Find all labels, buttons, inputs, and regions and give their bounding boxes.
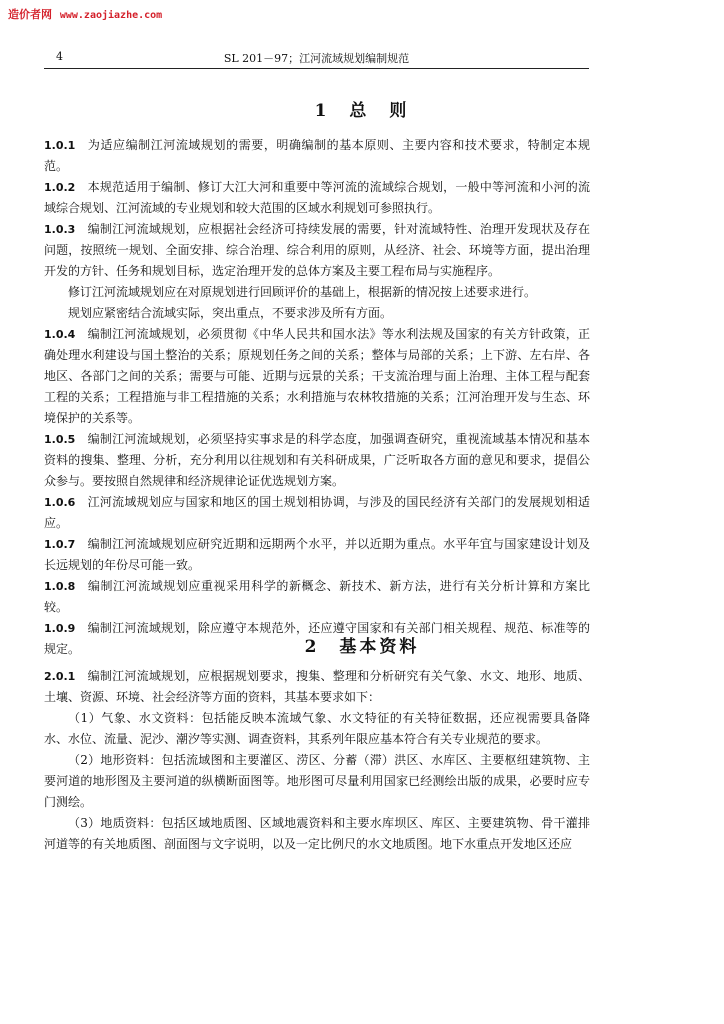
chapter-2-title: 2 基本资料 bbox=[304, 637, 420, 657]
chapter-1-title: 1 总 则 bbox=[314, 101, 410, 121]
clause-number: 1.0.6 bbox=[44, 496, 76, 509]
running-header bbox=[44, 50, 589, 69]
clause-text: 江河流域规划应与国家和地区的国土规划相协调，与涉及的国民经济有关部门的发展规划相适应。 bbox=[44, 495, 590, 530]
chapter-2-body bbox=[44, 666, 590, 855]
clause-number: 1.0.9 bbox=[44, 622, 76, 635]
clause-text: 编制江河流域规划，应根据规划要求，搜集、整理和分析研究有关气象、水文、地形、地质、土壤、资源、环境、社会经济等方面的资料，其基本要求如下： bbox=[44, 669, 590, 704]
paragraph-text: 修订江河流域规划应在对原规划进行回顾评价的基础上，根据新的情况按上述要求进行。 bbox=[68, 285, 537, 299]
clause-paragraph bbox=[44, 429, 590, 492]
page-number: 4 bbox=[56, 50, 63, 63]
clause-paragraph bbox=[44, 666, 590, 708]
clause-text: 编制江河流域规划应研究近期和远期两个水平，并以近期为重点。水平年宜与国家建设计划及长远规划的年份尽可能一致。 bbox=[44, 537, 590, 572]
clause-text: 编制江河流域规划，除应遵守本规范外，还应遵守国家和有关部门相关规程、规范、标准等的规定。 bbox=[44, 621, 590, 656]
clause-number: 2.0.1 bbox=[44, 670, 76, 683]
clause-text: 编制江河流域规划，必须贯彻《中华人民共和国水法》等水利法规及国家的有关方针政策，正确处理水利建设与国土整治的关系；原规划任务之间的关系；整体与局部的关系；上下游、左右岸、各地区、各部门之间的关系；需要与可能、近期与远景的关系；干支流治理与面上治理、主体工程与配套工程的关系；工程措施与非工程措施的关系；水利措施与农林牧措施的关系；江河治理开发与生态、环境保护的关系等。 bbox=[44, 327, 590, 425]
list-item-paragraph bbox=[44, 750, 590, 813]
body-paragraph bbox=[44, 303, 590, 324]
clause-paragraph bbox=[44, 534, 590, 576]
clause-paragraph bbox=[44, 492, 590, 534]
clause-number: 1.0.3 bbox=[44, 223, 76, 236]
clause-paragraph bbox=[44, 324, 590, 429]
body-paragraph bbox=[44, 282, 590, 303]
watermark-label: 造价者网 bbox=[8, 8, 52, 21]
clause-text: 编制江河流域规划，必须坚持实事求是的科学态度，加强调查研究，重视流域基本情况和基本资料的搜集、整理、分析，充分利用以往规划和有关科研成果，广泛听取各方面的意见和要求，提倡公众参与。要按照自然规律和经济规律论证优选规划方案。 bbox=[44, 432, 590, 488]
clause-text: 编制江河流域规划，应根据社会经济可持续发展的需要，针对流域特性、治理开发现状及存在问题，按照统一规划、全面安排、综合治理、综合利用的原则，从经济、社会、环境等方面，提出治理开发的方针、任务和规划目标，选定治理开发的总体方案及主要工程布局与实施程序。 bbox=[44, 222, 590, 278]
clause-number: 1.0.5 bbox=[44, 433, 76, 446]
clause-number: 1.0.2 bbox=[44, 181, 76, 194]
clause-number: 1.0.4 bbox=[44, 328, 76, 341]
clause-text: 编制江河流域规划应重视采用科学的新概念、新技术、新方法，进行有关分析计算和方案比较。 bbox=[44, 579, 590, 614]
watermark-url[interactable]: www.zaojiazhe.com bbox=[59, 10, 163, 21]
paragraph-text: （2）地形资料：包括流域图和主要灌区、涝区、分蓄（滞）洪区、水库区、主要枢纽建筑物、主要河道的地形图及主要河道的纵横断面图等。地形图可尽量利用国家已经测绘出版的成果，必要时应专门测绘。 bbox=[44, 753, 590, 809]
running-title: SL 201－97；江河流域规划编制规范 bbox=[223, 52, 410, 65]
list-item-paragraph bbox=[44, 708, 590, 750]
paragraph-text: （1）气象、水文资料：包括能反映本流域气象、水文特征的有关特征数据，还应视需要具备降水、水位、流量、泥沙、潮汐等实测、调查资料，其系列年限应基本符合有关专业规范的要求。 bbox=[44, 711, 590, 746]
clause-paragraph bbox=[44, 576, 590, 618]
clause-number: 1.0.8 bbox=[44, 580, 76, 593]
paragraph-text: （3）地质资料：包括区域地质图、区域地震资料和主要水库坝区、库区、主要建筑物、骨干灌排河道等的有关地质图、剖面图与文字说明，以及一定比例尺的水文地质图。地下水重点开发地区还应 bbox=[44, 816, 590, 851]
clause-number: 1.0.1 bbox=[44, 139, 76, 152]
clause-paragraph bbox=[44, 135, 590, 177]
clause-number: 1.0.7 bbox=[44, 538, 76, 551]
chapter-1-body bbox=[44, 135, 590, 660]
clause-paragraph bbox=[44, 219, 590, 282]
clause-paragraph bbox=[44, 177, 590, 219]
paragraph-text: 规划应紧密结合流域实际，突出重点，不要求涉及所有方面。 bbox=[68, 306, 393, 320]
clause-text: 为适应编制江河流域规划的需要，明确编制的基本原则、主要内容和技术要求，特制定本规范。 bbox=[44, 138, 590, 173]
watermark bbox=[8, 6, 162, 22]
clause-text: 本规范适用于编制、修订大江大河和重要中等河流的流域综合规划，一般中等河流和小河的流域综合规划、江河流域的专业规划和较大范围的区域水利规划可参照执行。 bbox=[44, 180, 590, 215]
list-item-paragraph bbox=[44, 813, 590, 855]
